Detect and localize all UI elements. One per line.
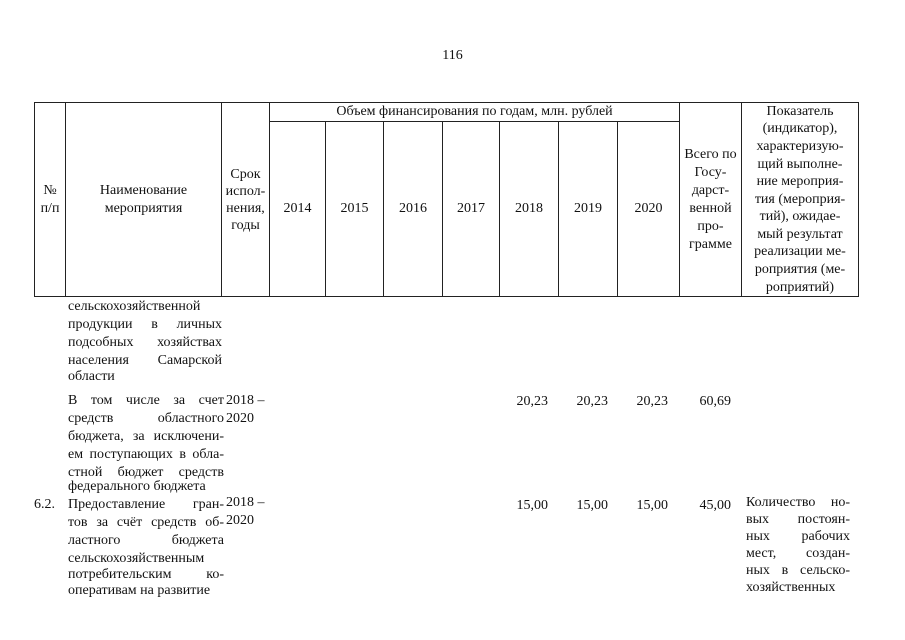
row3-name-line: ластного бюджета (68, 533, 224, 548)
row3-indicator-line: вых постоян- (746, 512, 850, 527)
row3-name-line: потребительским ко- (68, 567, 224, 582)
header-term: Срок испол- нения, годы (221, 102, 270, 297)
header-year-2015: 2015 (325, 121, 384, 297)
page-number: 116 (442, 48, 463, 63)
row2-value-2020: 20,23 (636, 394, 668, 409)
header-no: № п/п (34, 102, 66, 297)
row3-indicator-line: ных рабочих (746, 529, 850, 544)
row3-indicator-line: мест, создан- (746, 546, 850, 561)
row3-name-line: оперативам на развитие (68, 583, 211, 598)
row3-value-2018: 15,00 (516, 498, 548, 513)
header-year-2017: 2017 (442, 121, 500, 297)
row3-term: 2020 (226, 513, 254, 528)
row1-name-line: подсобных хозяйствах (68, 335, 222, 350)
row2-name-line: федерального бюджета (68, 479, 206, 494)
row2-value-2018: 20,23 (516, 394, 548, 409)
header-funding-title: Объем финансирования по годам, млн. рублей (269, 102, 680, 122)
row3-name-line: сельскохозяйственным (68, 551, 205, 566)
row2-name-line: ем поступающих в обла- (68, 447, 224, 462)
header-name: Наименование мероприятия (65, 102, 222, 297)
row3-value-total: 45,00 (699, 498, 731, 513)
row3-number: 6.2. (34, 497, 55, 512)
row3-term: 2018 – (226, 495, 265, 510)
row3-value-2020: 15,00 (636, 498, 668, 513)
row2-name-line: стной бюджет средств (68, 465, 224, 480)
row3-value-2019: 15,00 (576, 498, 608, 513)
header-year-2014: 2014 (269, 121, 326, 297)
row1-name-line: области (68, 369, 115, 384)
header-year-2016: 2016 (383, 121, 443, 297)
row2-value-2019: 20,23 (576, 394, 608, 409)
header-year-2018: 2018 (499, 121, 559, 297)
header-year-2020: 2020 (617, 121, 680, 297)
row3-name-line: тов за счёт средств об- (68, 515, 224, 530)
row3-indicator-line: Количество но- (746, 495, 850, 510)
header-indicator: Показатель (индикатор), характеризую- щий выполне- ние мероприя- тия (мероприя- тий), ожидае- мый результат реализации ме- роприятия (ме- роприятий) (741, 102, 859, 297)
row2-term: 2018 – (226, 393, 265, 408)
row1-name-line: продукции в личных (68, 317, 222, 332)
header-year-2019: 2019 (558, 121, 618, 297)
row1-name-line: сельскохозяйственной (68, 299, 201, 314)
row3-name-line: Предоставление гран- (68, 497, 224, 512)
header-total: Всего по Госу- дарст- венной про- грамме (679, 102, 742, 297)
row2-name-line: бюджета, за исключени- (68, 429, 224, 444)
row3-indicator-line: ных в сельско- (746, 563, 850, 578)
row2-value-total: 60,69 (699, 394, 731, 409)
row3-indicator-line: хозяйственных (746, 580, 836, 595)
row1-name-line: населения Самарской (68, 353, 222, 368)
row2-name-line: В том числе за счет (68, 393, 224, 408)
table-header (34, 102, 859, 297)
row2-term: 2020 (226, 411, 254, 426)
row2-name-line: средств областного (68, 411, 224, 426)
